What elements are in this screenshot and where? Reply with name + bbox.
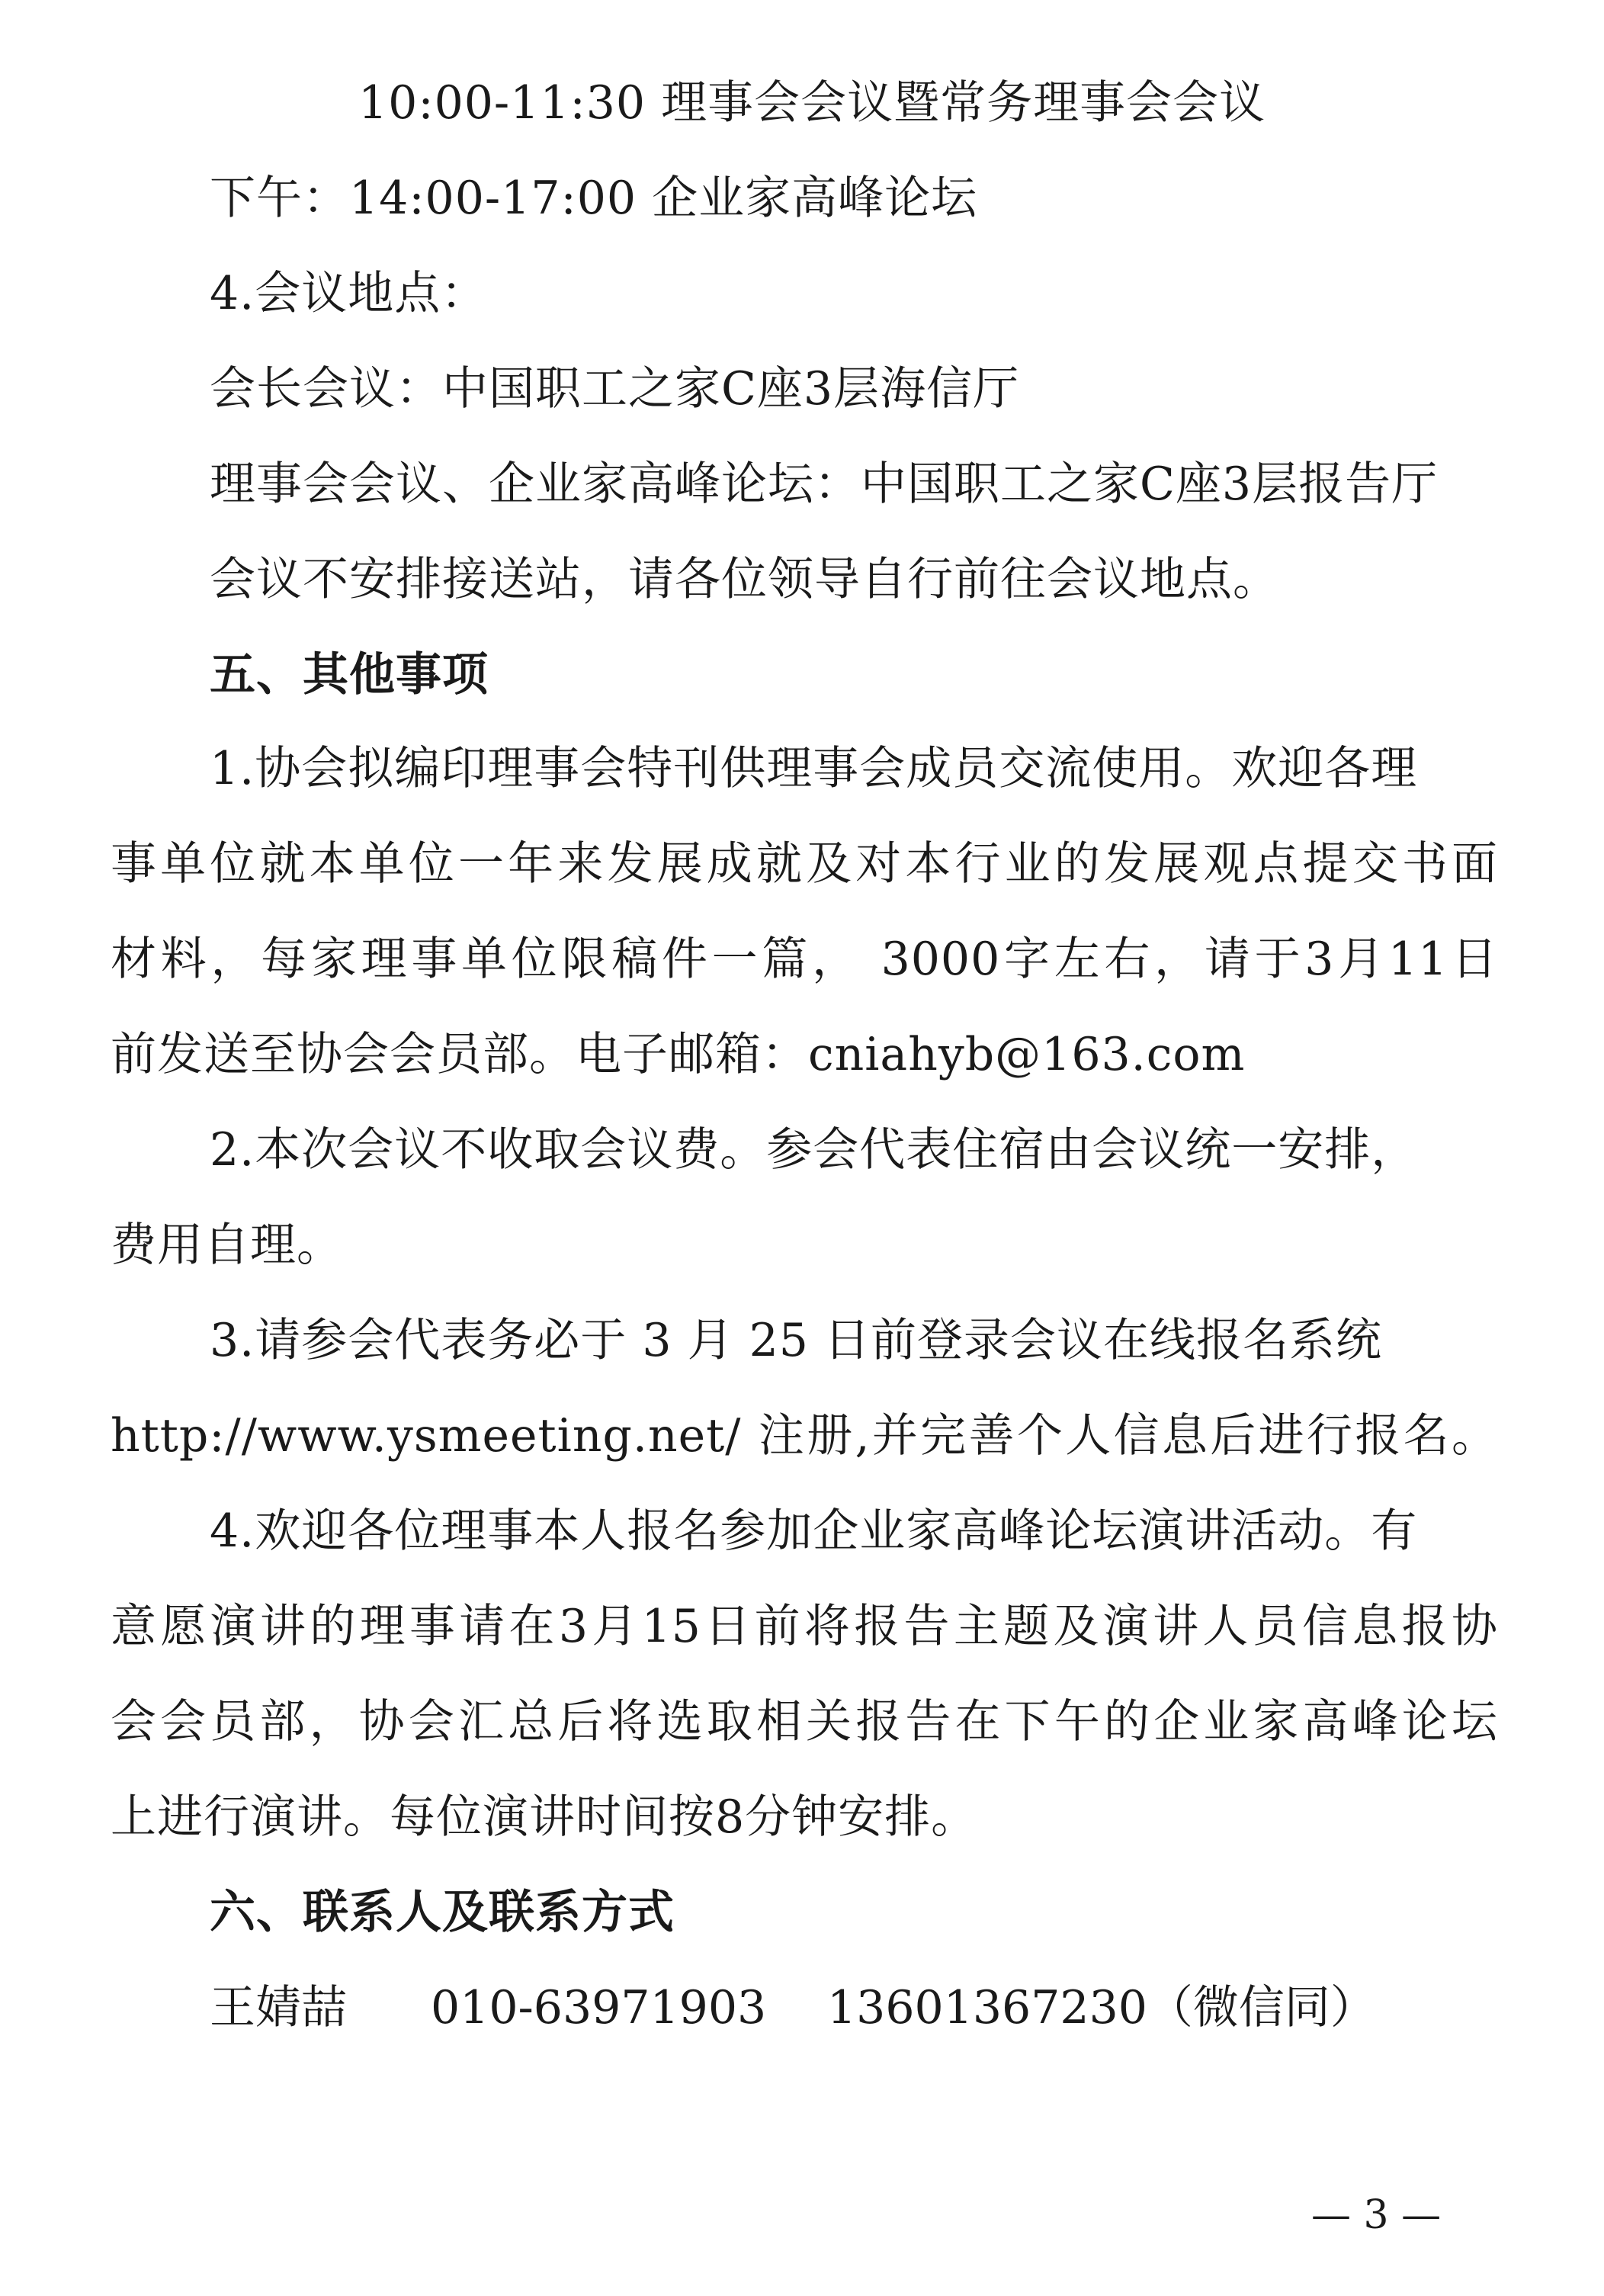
section-5-title: 五、其他事项 bbox=[210, 648, 489, 702]
contact-name: 王婧喆 bbox=[210, 1981, 347, 2034]
section-6-title: 六、联系人及联系方式 bbox=[210, 1886, 675, 1939]
schedule-line-1: 10:00-11:30 理事会会议暨常务理事会会议 bbox=[358, 76, 1266, 130]
venue-note: 会议不安排接送站，请各位领导自行前往会议地点。 bbox=[210, 553, 1279, 606]
item-1-line-4: 前发送至协会会员部。电子邮箱：cniahyb@163.com bbox=[111, 1028, 1246, 1081]
venue-council-forum: 理事会会议、企业家高峰论坛：中国职工之家C座3层报告厅 bbox=[210, 458, 1439, 511]
item-1-line-3: 材料，每家理事单位限稿件一篇， 3000字左右，请于3月11日 bbox=[111, 933, 1498, 986]
item-3-line-2: http://www.ysmeeting.net/ 注册,并完善个人信息后进行报名。 bbox=[111, 1409, 1498, 1463]
contact-mobile: 13601367230（微信同） bbox=[827, 1981, 1376, 2034]
item-4-line-2: 意愿演讲的理事请在3月15日前将报告主题及演讲人员信息报协 bbox=[111, 1600, 1498, 1653]
item-1-line-1: 1.协会拟编印理事会特刊供理事会成员交流使用。欢迎各理 bbox=[210, 742, 1418, 795]
item-2-line-2: 费用自理。 bbox=[111, 1219, 343, 1272]
item-4-line-4: 上进行演讲。每位演讲时间按8分钟安排。 bbox=[111, 1790, 978, 1844]
item-3-line-1: 3.请参会代表务必于 3 月 25 日前登录会议在线报名系统 bbox=[210, 1314, 1383, 1367]
item-4-line-1: 4.欢迎各位理事本人报名参加企业家高峰论坛演讲活动。有 bbox=[210, 1504, 1418, 1558]
contact-phone: 010-63971903 bbox=[431, 1981, 767, 2034]
venue-heading: 4.会议地点： bbox=[210, 267, 488, 320]
item-2-line-1: 2.本次会议不收取会议费。参会代表住宿由会议统一安排， bbox=[210, 1123, 1418, 1177]
item-1-line-2: 事单位就本单位一年来发展成就及对本行业的发展观点提交书面 bbox=[111, 837, 1498, 891]
page-number: — 3 — bbox=[1311, 2192, 1442, 2238]
item-4-line-3: 会会员部，协会汇总后将选取相关报告在下午的企业家高峰论坛 bbox=[111, 1695, 1498, 1748]
schedule-line-2: 下午：14:00-17:00 企业家高峰论坛 bbox=[210, 172, 978, 225]
venue-president-meeting: 会长会议：中国职工之家C座3层海信厅 bbox=[210, 362, 1020, 416]
